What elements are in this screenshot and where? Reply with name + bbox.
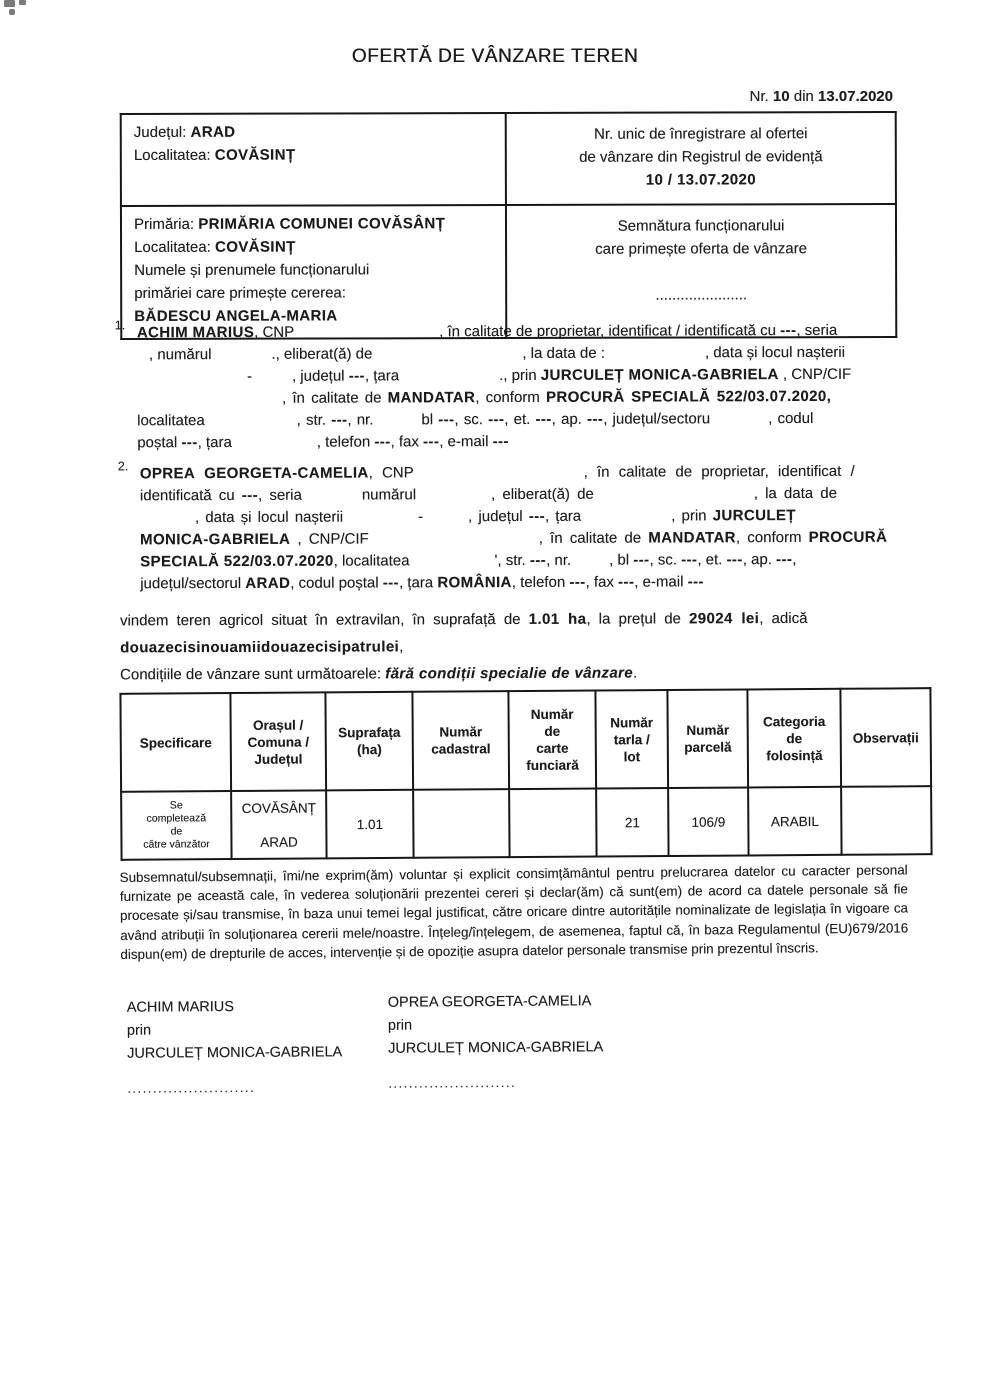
text-line (140, 527, 895, 552)
text-segment: , în calitate de (282, 389, 388, 407)
text-segment: PROCURĂ SPECIALĂ 522/03.07.2020, (545, 387, 832, 406)
text-segment: , CNP/CIF (778, 365, 852, 384)
text-segment: din (789, 88, 818, 105)
text-line (519, 145, 883, 169)
land-table-cell: Se completează de către vânzător (121, 791, 231, 860)
land-table-cell (509, 789, 596, 858)
text-line (140, 571, 895, 596)
seller-1-text (137, 320, 895, 455)
text-segment: , data și locul nașterii (704, 343, 845, 362)
text-segment: ', str. (494, 551, 530, 570)
text-segment: --- (776, 551, 793, 569)
blank-field-gap (414, 476, 584, 478)
text-line (137, 408, 895, 433)
text-segment: COVĂSINȚ (214, 238, 296, 256)
registration-cell-primaria (121, 205, 506, 342)
text-segment: OPREA GEORGETA-CAMELIA (139, 464, 369, 483)
signature-dotted-line: ......................... (388, 1074, 517, 1091)
text-segment: , et. (504, 410, 536, 429)
seller-2-paragraph (117, 459, 895, 596)
blank-field-gap (594, 497, 754, 499)
text-line (519, 214, 883, 238)
text-segment: ACHIM MARIUS (136, 323, 255, 342)
signature-block-seller-2 (388, 990, 604, 1094)
blank-field-gap (605, 356, 705, 357)
text-segment: --- (586, 410, 604, 428)
seller-2-text (140, 461, 895, 596)
text-segment: poștal (137, 434, 182, 452)
land-table-header-cell: Număr parcelă (667, 689, 748, 788)
blank-field-gap (252, 380, 292, 381)
text-segment: , țara (544, 507, 582, 525)
text-segment: JURCULEȚ (712, 507, 796, 525)
scan-noise-speck (9, 9, 15, 15)
text-segment: , seria (257, 486, 302, 504)
land-table-header-cell: Categoria de folosință (747, 689, 841, 788)
text-line (519, 122, 883, 146)
text-segment: Nr. (749, 88, 773, 105)
paragraph-number-2: 2. (117, 459, 129, 474)
text-segment: BĂDESCU ANGELA-MARIA (134, 307, 338, 325)
registration-cell-official-signature (506, 204, 896, 338)
text-segment: --- (687, 573, 704, 591)
text-segment: , conform (735, 528, 809, 547)
registration-cell-unique-number (506, 112, 896, 205)
text-segment: , (399, 638, 404, 656)
text-segment: 13.07.2020 (817, 88, 893, 105)
text-segment: , sc. (454, 411, 489, 429)
text-segment: , în calitate de (538, 529, 649, 547)
text-segment: , bl (609, 551, 634, 569)
sale-conditions-line (120, 662, 898, 687)
paragraph-number-1: 1. (114, 318, 126, 333)
text-segment: vindem teren agricol situat în extravilan, în suprafață de (119, 610, 529, 630)
text-segment: , sc. (649, 551, 682, 569)
land-table-header-cell: Număr cadastral (412, 691, 509, 790)
text-line (120, 662, 898, 687)
blank-field-gap (369, 542, 539, 544)
text-segment: --- (181, 434, 198, 452)
text-segment: --- (681, 551, 698, 569)
text-segment: PROCURĂ (808, 528, 888, 546)
blank-field-gap (137, 402, 282, 404)
blank-field-gap (410, 564, 495, 565)
land-table-data-row (121, 786, 931, 860)
text-segment: , la data de : (522, 344, 605, 362)
text-segment: localitatea (137, 412, 205, 430)
land-table-cell (413, 789, 509, 858)
text-segment: , (792, 551, 797, 569)
text-segment: , CNP (368, 464, 414, 482)
text-segment: , la prețul de (586, 610, 690, 628)
scan-noise-speck (4, 0, 15, 7)
text-segment: , eliberat(ă) de (490, 485, 594, 504)
text-segment: COVĂSINȚ (214, 146, 296, 164)
text-line (140, 549, 895, 574)
blank-field-gap (294, 335, 439, 337)
text-segment: 1.01 ha (528, 610, 587, 628)
text-segment: ., prin (499, 366, 541, 385)
text-line (134, 120, 493, 144)
text-segment: Județul: (133, 123, 191, 141)
text-line (134, 212, 493, 236)
signature-block-seller-1 (127, 995, 343, 1099)
text-segment: , codul poștal (290, 574, 383, 592)
signature-prin-label: prin (387, 1017, 413, 1034)
text-segment: primăriei care primește cererea: (134, 284, 346, 302)
text-segment: MONICA-GABRIELA (140, 530, 291, 549)
text-segment: care primește oferta de vânzare (595, 240, 807, 258)
text-segment: , numărul (148, 346, 212, 364)
text-segment: , adică (759, 609, 808, 628)
text-segment: . (632, 664, 638, 682)
text-segment: , ap. (742, 551, 777, 569)
text-segment: , județul (468, 507, 529, 526)
privacy-consent-note: Subsemnatul/subsemnații, îmi/ne exprim(ăm) voluntar și explicit consimțământul pentru prelucrarea datelor cu caracter personal furnizate pe această cale, în vederea soluționării prezentei cereri și declar(ăm) că sunt(em) de acord ca datele personale să fie procesate și/sau transmise, în baza unui temei legal justificat, către oricare dintre autoritățile nominalizate de legislația în vigoare ca având atribuții în soluționarea cererii mele/noastre. Înțeleg/înțelegem, de asemenea, faptul că, în baza Regulamentul (EU)679/2016 dispun(em) de drepturile de acces, intervenție și de opoziție asupra datelor personale transmise prin prezentul înscris. (119, 862, 909, 962)
text-segment: --- (488, 411, 505, 429)
text-segment: ...................... (655, 286, 748, 304)
text-segment: --- (633, 551, 650, 569)
text-segment: ., eliberat(ă) de (271, 345, 373, 363)
text-segment: , telefon (316, 433, 375, 451)
text-line (519, 168, 883, 192)
text-segment: , în calitate de proprietar, identificat / (583, 462, 855, 481)
land-table-cell (841, 786, 931, 855)
text-line (137, 386, 895, 411)
document-title: OFERTĂ DE VÂNZARE TEREN (351, 46, 639, 67)
text-line (137, 320, 895, 345)
blank-field-gap (205, 424, 297, 425)
text-segment: --- (348, 367, 365, 385)
text-segment: , nr. (546, 551, 572, 569)
land-table-header-cell: Orașul / Comuna / Județul (230, 692, 326, 791)
blank-field-gap (372, 357, 522, 359)
text-segment: , fax (390, 433, 424, 451)
text-segment: , seria (796, 321, 838, 340)
text-segment: județul/sectorul (140, 574, 246, 593)
text-line (134, 235, 493, 259)
text-segment: bl (421, 411, 439, 429)
text-segment: --- (617, 573, 635, 591)
text-segment: , data și locul nașterii (194, 508, 344, 527)
text-line (134, 258, 493, 282)
text-segment: Primăria: (133, 215, 199, 233)
text-line (519, 283, 883, 307)
text-segment: MANDATAR (387, 389, 476, 407)
land-table (119, 687, 932, 861)
blank-field-gap (416, 498, 491, 499)
text-segment: MANDATAR (648, 529, 736, 547)
text-segment: , localitatea (333, 552, 410, 570)
text-segment: ARAD (245, 574, 291, 592)
land-table-cell: 21 (596, 788, 668, 857)
land-table-header-row (120, 688, 931, 792)
text-line (519, 260, 883, 284)
scan-noise-speck (19, 0, 26, 5)
text-segment: --- (528, 507, 545, 525)
text-segment: , țara (197, 433, 232, 452)
signatory-agent-name: JURCULEȚ MONICA-GABRIELA (126, 1044, 343, 1062)
text-segment: , la data de (753, 484, 838, 503)
land-table-cell: ARABIL (748, 787, 841, 856)
text-segment: , țara (398, 574, 438, 592)
text-segment: - (418, 508, 424, 526)
registration-table (120, 111, 898, 340)
text-segment: , CNP/CIF (290, 530, 369, 548)
text-segment: --- (382, 574, 399, 592)
blank-field-gap (423, 520, 468, 521)
text-segment: , județul/sectoru (603, 410, 711, 428)
registration-cell-county-locality (121, 113, 506, 206)
text-segment: 29024 lei (689, 610, 760, 628)
text-segment: Nr. unic de înregistrare al ofertei (594, 125, 808, 143)
land-table-cell: 1.01 (326, 790, 413, 859)
text-segment: , CNP (254, 323, 295, 341)
blank-field-gap (140, 521, 195, 522)
text-segment: --- (726, 551, 743, 569)
text-line (140, 483, 895, 508)
land-table-header-cell: Număr tarla / lot (595, 690, 668, 789)
text-segment: , e-mail (439, 433, 493, 451)
text-line (140, 505, 895, 530)
signatory-name: ACHIM MARIUS (126, 999, 234, 1016)
text-segment: --- (780, 322, 797, 340)
text-segment: JURCULEȚ MONICA-GABRIELA (540, 366, 779, 384)
text-line (134, 281, 493, 305)
text-segment (699, 263, 703, 280)
text-segment: , et. (697, 551, 727, 569)
text-segment: --- (331, 411, 348, 429)
text-line (750, 88, 893, 105)
text-segment: , conform (475, 388, 546, 407)
text-segment: , codul (768, 409, 814, 428)
text-segment: --- (492, 433, 509, 451)
signatory-name: OPREA GEORGETA-CAMELIA (387, 993, 592, 1011)
text-segment: ARAD (190, 123, 236, 141)
text-segment: numărul (361, 486, 417, 504)
document-number-line (120, 88, 893, 105)
land-table-header-cell: Suprafața (ha) (325, 692, 413, 791)
text-line (519, 237, 883, 261)
text-segment: identificată cu (139, 486, 242, 505)
blank-field-gap (399, 379, 499, 380)
signature-dotted-line: ......................... (127, 1079, 256, 1096)
text-segment: --- (374, 433, 391, 451)
blank-field-gap (343, 520, 418, 521)
text-segment: Localitatea: (133, 146, 215, 164)
blank-field-gap (137, 358, 149, 359)
seller-1-paragraph (114, 318, 895, 455)
land-table-header-cell: Număr de carte funciară (508, 691, 596, 790)
text-segment: , prin (671, 507, 713, 525)
text-segment: --- (569, 573, 586, 591)
sale-statement (120, 605, 898, 662)
text-line (137, 342, 895, 367)
land-table-cell: 106/9 (668, 787, 748, 856)
land-table-cell: COVĂSÂNȚ ARAD (231, 790, 326, 859)
text-segment: Numele și prenumele funcționarului (134, 261, 370, 279)
text-segment: Semnătura funcționarului (617, 217, 785, 235)
text-segment: , ap. (551, 410, 588, 428)
text-segment: , țara (364, 367, 400, 385)
blank-field-gap (710, 422, 768, 423)
text-segment: 10 / 13.07.2020 (645, 171, 757, 189)
text-segment: , nr. (347, 411, 374, 429)
blank-field-gap (211, 358, 271, 359)
text-line (140, 461, 895, 486)
text-segment: --- (241, 486, 258, 504)
text-segment: --- (422, 433, 440, 451)
text-segment: ROMÂNIA (437, 574, 512, 592)
text-segment: fără condiții specialie de vânzare (385, 664, 634, 683)
text-segment: , în calitate de proprietar, identificat / identificată cu (439, 322, 781, 341)
text-segment: 10 (772, 88, 790, 105)
text-segment: , str. (296, 411, 332, 429)
blank-field-gap (137, 380, 247, 381)
blank-field-gap (571, 564, 609, 565)
text-segment: SPECIALĂ 522/03.07.2020 (140, 552, 334, 571)
text-segment: , telefon (511, 573, 570, 592)
text-segment: PRIMĂRIA COMUNEI COVĂSÂNȚ (198, 215, 446, 233)
text-segment: --- (529, 551, 547, 569)
land-table-header-cell: Specificare (120, 693, 231, 792)
land-table-header-cell: Observații (840, 688, 931, 787)
blank-field-gap (232, 446, 317, 447)
signatory-agent-name: JURCULEȚ MONICA-GABRIELA (387, 1039, 604, 1057)
text-segment: Localitatea: (134, 238, 215, 256)
signature-prin-label: prin (126, 1022, 152, 1039)
text-segment: Condițiile de vânzare sunt următoarele: (119, 665, 386, 684)
text-segment: douazecisinouamiidouazecisipatrulei (120, 638, 400, 657)
text-segment: --- (535, 410, 552, 428)
text-segment: , județul (291, 367, 349, 385)
text-segment: - (246, 367, 252, 385)
blank-field-gap (373, 423, 421, 424)
blank-field-gap (581, 519, 671, 520)
text-segment: --- (438, 411, 455, 429)
text-line (137, 364, 895, 389)
text-segment: , fax (585, 573, 619, 591)
text-line (120, 632, 898, 662)
text-segment: , e-mail (634, 573, 688, 591)
text-line (134, 143, 493, 167)
blank-field-gap (302, 499, 362, 500)
text-segment: de vânzare din Registrul de evidență (579, 148, 823, 166)
text-line (137, 430, 895, 455)
text-line (120, 605, 898, 635)
